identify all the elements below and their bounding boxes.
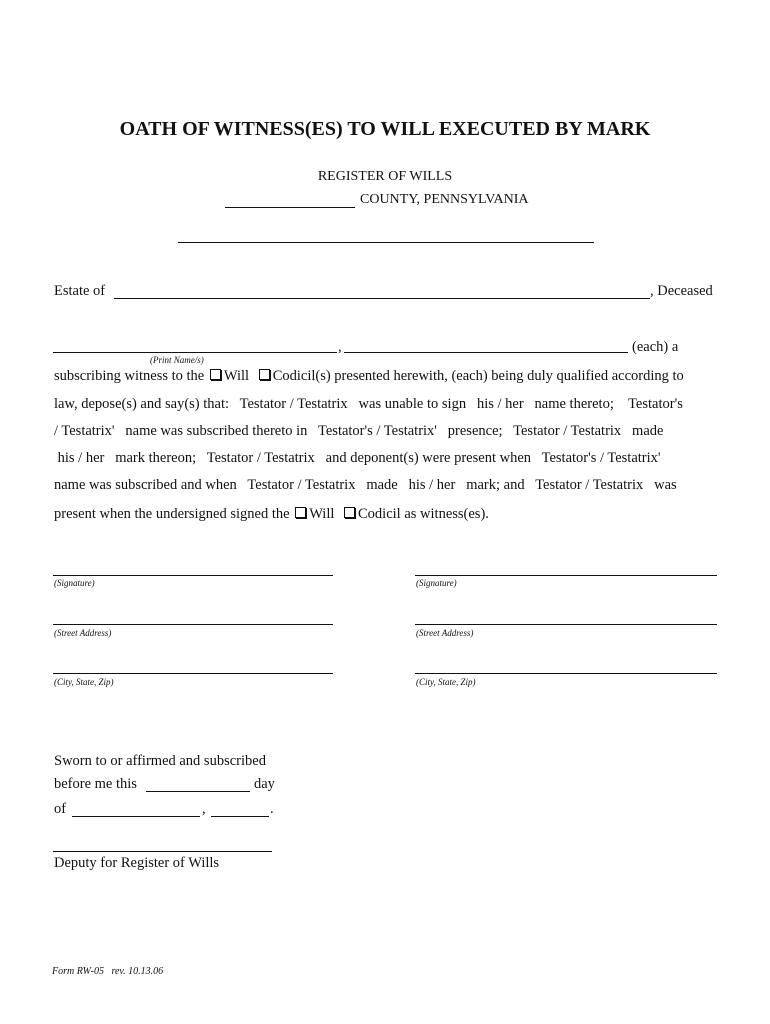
street-address-caption-right: (Street Address) [416, 628, 474, 638]
day-label: day [254, 776, 275, 792]
register-of-wills-heading: REGISTER OF WILLS [317, 169, 453, 184]
paragraph-text: subscribing witness to the [54, 368, 205, 384]
street-address-field-right[interactable] [415, 624, 717, 625]
codicil-label: Codicil(s) presented herewith, (each) being duly qualified according to [272, 368, 684, 384]
street-address-field-left[interactable] [53, 624, 333, 625]
sworn-line-1: Sworn to or affirmed and subscribed [54, 753, 266, 769]
paragraph-line-5: name was subscribed and when Testator / Testatrix made his / her mark; and Testator / Testatrix was [54, 477, 677, 493]
deputy-signature-field[interactable] [53, 851, 272, 852]
will-label-2: Will [309, 506, 335, 522]
file-number-field[interactable] [178, 242, 594, 243]
estate-of-label: Estate of [54, 283, 106, 299]
will-label: Will [223, 368, 250, 384]
signature-caption-left: (Signature) [54, 578, 95, 588]
form-title: OATH OF WITNESS(ES) TO WILL EXECUTED BY MARK [119, 118, 651, 140]
paragraph-line-1 [54, 368, 684, 385]
each-a-label: (each) a [632, 339, 679, 355]
of-label: of [54, 801, 67, 817]
paragraph-line-6 [54, 506, 489, 523]
deputy-label: Deputy for Register of Wills [54, 855, 220, 871]
before-me-label: before me this [54, 776, 137, 792]
sworn-period: . [270, 801, 274, 817]
paragraph-line-4: his / her mark thereon; Testator / Testatrix and deponent(s) were present when Testator's / Testatrix' [54, 450, 661, 466]
signature-field-left[interactable] [53, 575, 333, 576]
deceased-label: , Deceased [650, 283, 713, 299]
signature-caption-right: (Signature) [416, 578, 457, 588]
month-year-comma: , [202, 801, 206, 817]
city-state-zip-caption-left: (City, State, Zip) [54, 677, 114, 687]
print-names-caption: (Print Name/s) [150, 355, 204, 365]
city-state-zip-caption-right: (City, State, Zip) [416, 677, 476, 687]
witness-separator-comma: , [338, 339, 342, 355]
codicil-checkbox-2[interactable] [344, 507, 355, 518]
codicil-label-2: Codicil as witness(es). [358, 506, 489, 522]
witness-name-field-2[interactable] [344, 352, 628, 353]
will-checkbox-2[interactable] [295, 507, 306, 518]
paragraph-line-2: law, depose(s) and say(s) that: Testator / Testatrix was unable to sign his / her name thereto; Testator's [54, 396, 683, 412]
witness-name-field-1[interactable] [53, 352, 337, 353]
paragraph-text: present when the undersigned signed the [54, 506, 290, 522]
city-state-zip-field-right[interactable] [415, 673, 717, 674]
sworn-day-field[interactable] [146, 791, 250, 792]
decedent-name-field[interactable] [114, 298, 650, 299]
form-number: Form RW-05 rev. 10.13.06 [52, 966, 164, 977]
sworn-month-field[interactable] [72, 816, 200, 817]
street-address-caption-left: (Street Address) [54, 628, 112, 638]
paragraph-line-3: / Testatrix' name was subscribed thereto in Testator's / Testatrix' presence; Testator / Testatrix made [54, 423, 664, 439]
sworn-year-field[interactable] [211, 816, 269, 817]
county-label: COUNTY, PENNSYLVANIA [360, 192, 529, 207]
will-checkbox[interactable] [210, 369, 221, 380]
codicil-checkbox[interactable] [259, 369, 270, 380]
county-name-field[interactable] [225, 207, 355, 208]
city-state-zip-field-left[interactable] [53, 673, 333, 674]
signature-field-right[interactable] [415, 575, 717, 576]
